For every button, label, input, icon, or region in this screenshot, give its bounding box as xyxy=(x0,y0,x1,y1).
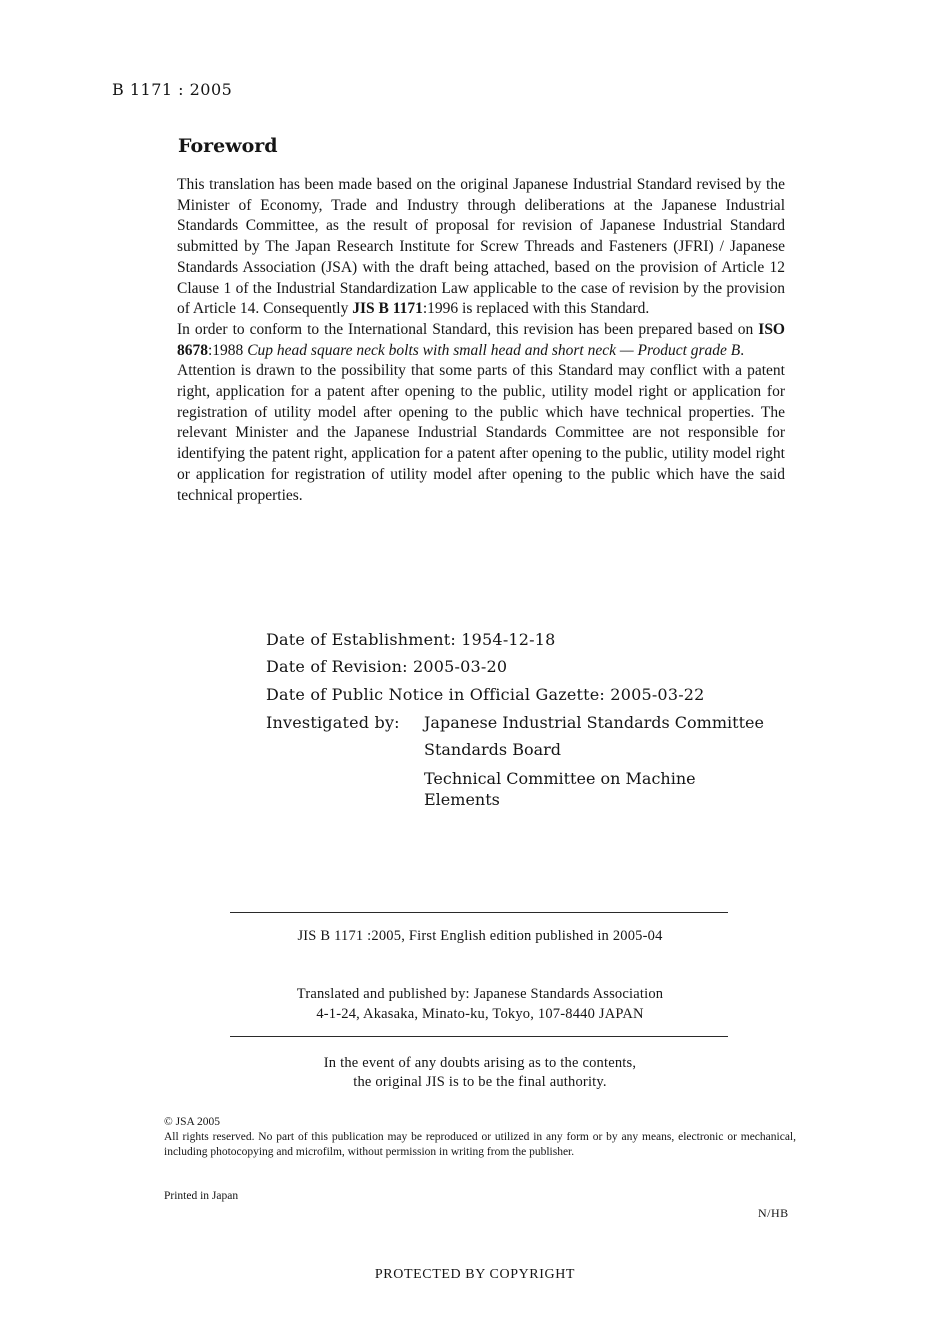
doubts-line-1: In the event of any doubts arising as to the contents, xyxy=(323,1055,637,1071)
date-of-establishment: Date of Establishment: 1954-12-18 xyxy=(266,630,556,649)
foreword-paragraph-3: Attention is drawn to the possibility that some parts of this Standard may conflict with a patent right, application for a patent after opening to the public, utility model right or application for registration of utility model after opening to the public which have technical properties. The relevant Minister and the Japanese Industrial Standards Committee are not responsible for identifying the patent right, application for a patent after opening to the public, utility model right or application for registration of utility model after opening to the public which have the said technical properties. xyxy=(177,362,785,504)
edition-line: JIS B 1171 :2005, First English edition published in 2005-04 xyxy=(297,928,663,944)
investigated-by-board: Standards Board xyxy=(424,740,562,759)
doubts-line-2: the original JIS is to be the final authority. xyxy=(353,1074,607,1090)
date-of-revision: Date of Revision: 2005-03-20 xyxy=(266,657,508,676)
iso-reference: ISO 8678 xyxy=(177,320,785,359)
iso-title: Cup head square neck bolts with small head and short neck — Product grade B xyxy=(247,341,741,359)
copyright-owner: © JSA 2005 xyxy=(164,1116,221,1128)
protected-by-copyright: PROTECTED BY COPYRIGHT xyxy=(374,1267,576,1282)
foreword-p2-end: . xyxy=(740,341,745,359)
foreword-paragraph-1 xyxy=(177,175,785,320)
document-code: B 1171 : 2005 xyxy=(112,80,233,99)
jis-reference: JIS B 1171 xyxy=(352,300,423,318)
foreword-p1-text: This translation has been made based on the original Japanese Industrial Standard revised by the Minister of Economy, Trade and Industry through deliberations at the Japanese Industrial Standards Committee, as the result of proposal for revision of Japanese Industrial Standard submitted by The Japan Research Institute for Screw Threads and Fasteners (JFRI) / Japanese Standards Association (JSA) with the draft being attached, based on the provision of Article 12 Clause 1 of the Industrial Standardization Law applicable to the case of revision by the provision of Article 14. Consequently xyxy=(177,176,785,318)
investigated-by-technical-committee: Technical Committee on Machine Elements xyxy=(424,769,696,809)
publisher-line: Translated and published by: Japanese Standards Association xyxy=(296,986,664,1002)
investigated-by-committee: Japanese Industrial Standards Committee xyxy=(424,713,764,732)
publisher-address: 4-1-24, Akasaka, Minato-ku, Tokyo, 107-8440 JAPAN xyxy=(316,1006,644,1022)
foreword-p1-tail: :1996 is replaced with this Standard. xyxy=(422,300,650,318)
foreword-body xyxy=(177,175,785,506)
foreword-paragraph-2 xyxy=(177,320,785,361)
foreword-p2-text: In order to conform to the International Standard, this revision has been prepared based on xyxy=(177,320,759,338)
printed-in: Printed in Japan xyxy=(164,1190,239,1202)
investigated-by-label: Investigated by: xyxy=(266,713,400,732)
foreword-title: Foreword xyxy=(178,135,278,157)
date-of-public-notice: Date of Public Notice in Official Gazette: 2005-03-22 xyxy=(266,685,705,704)
copyright-notice: All rights reserved. No part of this publication may be reproduced or utilized in any form or by any means, electronic or mechanical, including photocopying and microfilm, without permission in writing from the publisher. xyxy=(164,1131,796,1158)
divider-top xyxy=(230,912,728,913)
copyright-block xyxy=(164,1115,796,1160)
divider-bottom xyxy=(230,1036,728,1037)
footer-code: N/HB xyxy=(758,1206,789,1220)
foreword-p2-year: :1988 xyxy=(208,341,248,359)
